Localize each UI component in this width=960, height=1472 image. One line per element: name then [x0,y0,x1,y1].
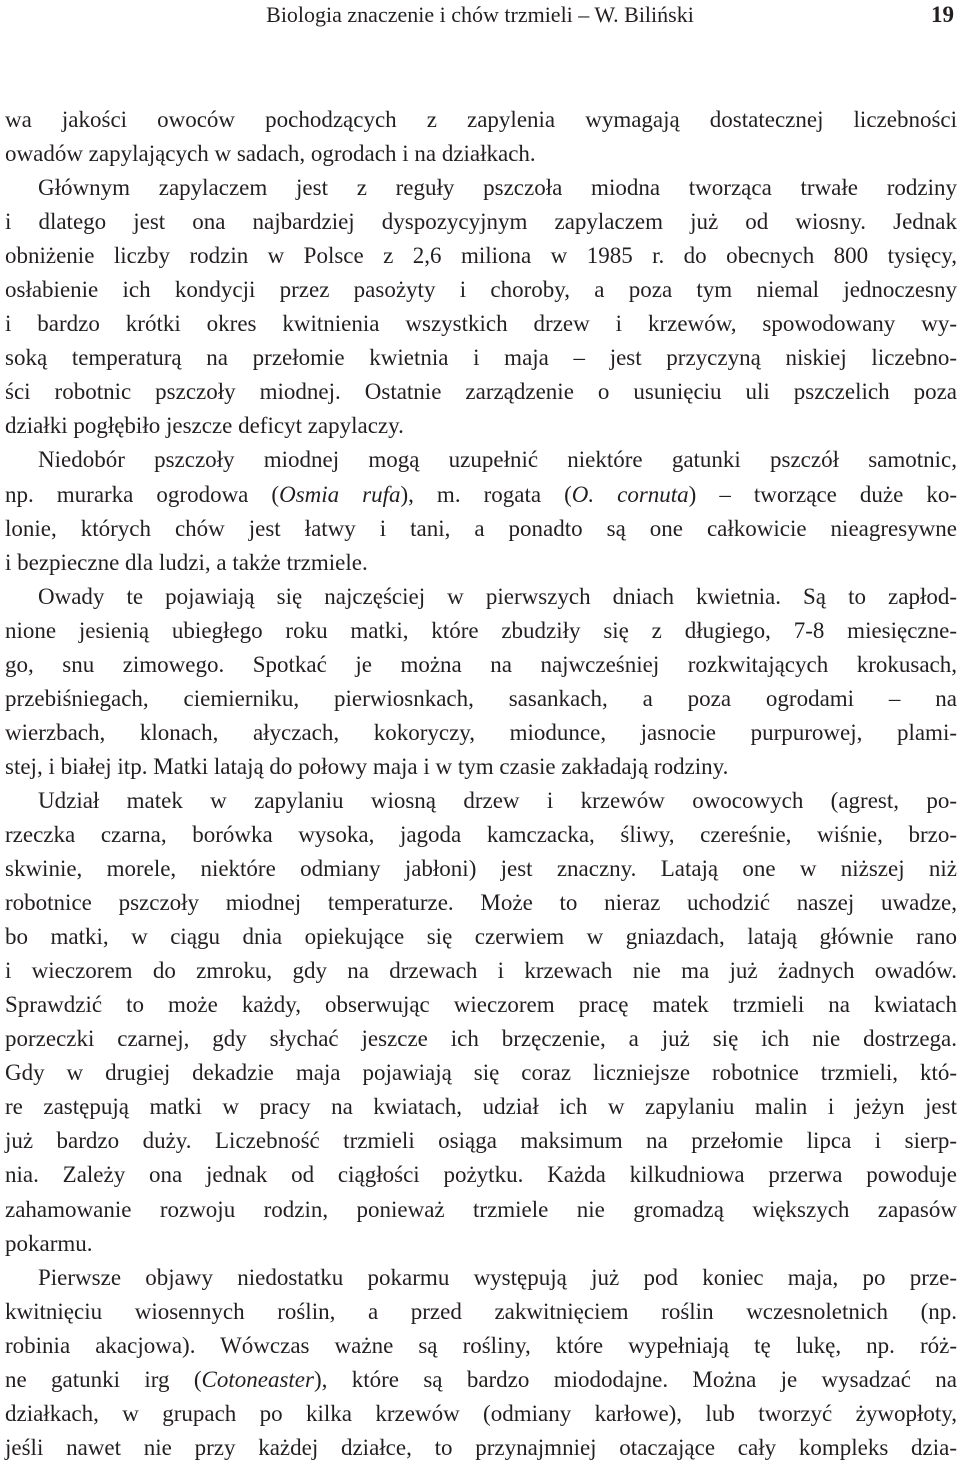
text-line: działki pogłębiło jeszcze deficyt zapylaczy. [5,413,404,439]
text-line: owadów zapylających w sadach, ogrodach i na działkach. [5,141,536,167]
text-line: robinia akacjowa). Wówczas ważne są rośliny, które wypełniają tę lukę, np. róż- [5,1332,957,1358]
text-line: Gdy w drugiej dekadzie maja pojawiają się coraz liczniejsze robotnice trzmieli, któ- [5,1060,957,1086]
text-line: już bardzo duży. Liczebność trzmieli osiąga maksimum na przełomie lipca i sierp- [5,1128,957,1154]
text-line: wa jakości owoców pochodzących z zapylenia wymagają dostatecznej liczebności [5,107,957,132]
text-line: bo matki, w ciągu dnia opiekujące się czerwiem w gniazdach, latają głównie rano [5,924,957,950]
text-line: działkach, w grupach po kilka krzewów (odmiany karłowe), lub tworzyć żywopłoty, [5,1400,957,1426]
text-line: Pierwsze objawy niedostatku pokarmu występują już pod koniec maja, po prze- [38,1264,957,1290]
text-line: Owady te pojawiają się najczęściej w pierwszych dniach kwietnia. Są to zapłod- [38,583,957,609]
text-line: Niedobór pszczoły miodnej mogą uzupełnić niektóre gatunki pszczół samotnic, [38,447,957,473]
text-line: ści robotnic pszczoły miodnej. Ostatnie zarządzenie o usunięciu uli pszczelich poza [5,379,957,405]
body-text [5,103,957,1465]
text-line: ne gatunki irg (Cotoneaster), które są bardzo miododajne. Można je wysadzać na [5,1366,957,1392]
text-line: rzeczka czarna, borówka wysoka, jagoda kamczacka, śliwy, czereśnie, wiśnie, brzo- [5,821,957,847]
text-line: i bezpieczne dla ludzi, a także trzmiele. [5,549,368,575]
text-line: porzeczki czarnej, gdy słychać jeszcze ich brzęczenie, a już się ich nie dostrzega. [5,1026,957,1052]
text-line: Udział matek w zapylaniu wiosną drzew i krzewów owocowych (agrest, po- [38,787,957,813]
text-line: i wieczorem do zmroku, gdy na drzewach i krzewach nie ma już żadnych owadów. [5,958,957,984]
text-line: zahamowanie rozwoju rodzin, ponieważ trzmiele nie gromadzą większych zapasów [5,1196,957,1222]
text-line: kwitnięciu wiosennych roślin, a przed zakwitnięciem roślin wczesnoletnich (np. [5,1298,957,1324]
text-line: re zastępują matki w pracy na kwiatach, udział ich w zapylaniu malin i jeżyn jest [5,1094,957,1120]
running-head-title: Biologia znaczenie i chów trzmieli – W. Biliński [266,2,694,27]
text-line: stej, i białej itp. Matki latają do połowy maja i w tym czasie zakładają rodziny. [5,753,729,779]
text-line: go, snu zimowego. Spotkać je można na najwcześniej rozkwitających krokusach, [5,651,957,677]
text-line: wierzbach, klonach, ałyczach, kokoryczy, miodunce, jasnocie purpurowej, plami- [5,719,957,745]
text-line: Sprawdzić to może każdy, obserwując wieczorem pracę matek trzmieli na kwiatach [5,992,957,1018]
text-line: soką temperaturą na przełomie kwietnia i maja – jest przyczyną niskiej liczebno- [5,345,957,371]
text-line: pokarmu. [5,1230,93,1256]
text-line: skwinie, morele, niektóre odmiany jabłoni) jest znaczny. Latają one w niższej niż [5,856,957,882]
text-line: i dlatego jest ona najbardziej dyspozycyjnym zapylaczem już od wiosny. Jednak [5,209,957,235]
text-line: nione jesienią ubiegłego roku matki, które zbudziły się z długiego, 7-8 miesięczne- [5,617,957,643]
text-line: nia. Zależy ona jednak od ciągłości pożytku. Każda kilkudniowa przerwa powoduje [5,1162,957,1188]
text-line: np. murarka ogrodowa (Osmia rufa), m. rogata (O. cornuta) – tworzące duże ko- [5,481,957,507]
text-line: przebiśniegach, ciemierniku, pierwiosnkach, sasankach, a poza ogrodami – na [5,685,957,711]
text-line: lonie, których chów jest łatwy i tani, a ponadto są one całkowicie nieagresywne [5,515,957,541]
text-line: obniżenie liczby rodzin w Polsce z 2,6 miliona w 1985 r. do obecnych 800 tysięcy, [5,243,957,269]
text-line: i bardzo krótki okres kwitnienia wszystkich drzew i krzewów, spowodowany wy- [5,311,957,337]
running-header [0,0,960,28]
text-line: osłabienie ich kondycji przez pasożyty i choroby, a poza tym niemal jednoczesny [5,277,957,303]
text-line: jeśli nawet nie przy każdej działce, to przynajmniej otaczające cały kompleks dzia- [5,1434,957,1460]
text-line: robotnice pszczoły miodnej temperaturze. Może to nieraz uchodzić naszej uwadze, [5,890,957,916]
text-line: Głównym zapylaczem jest z reguły pszczoła miodna tworząca trwałe rodziny [38,175,957,201]
page-number: 19 [931,2,954,27]
